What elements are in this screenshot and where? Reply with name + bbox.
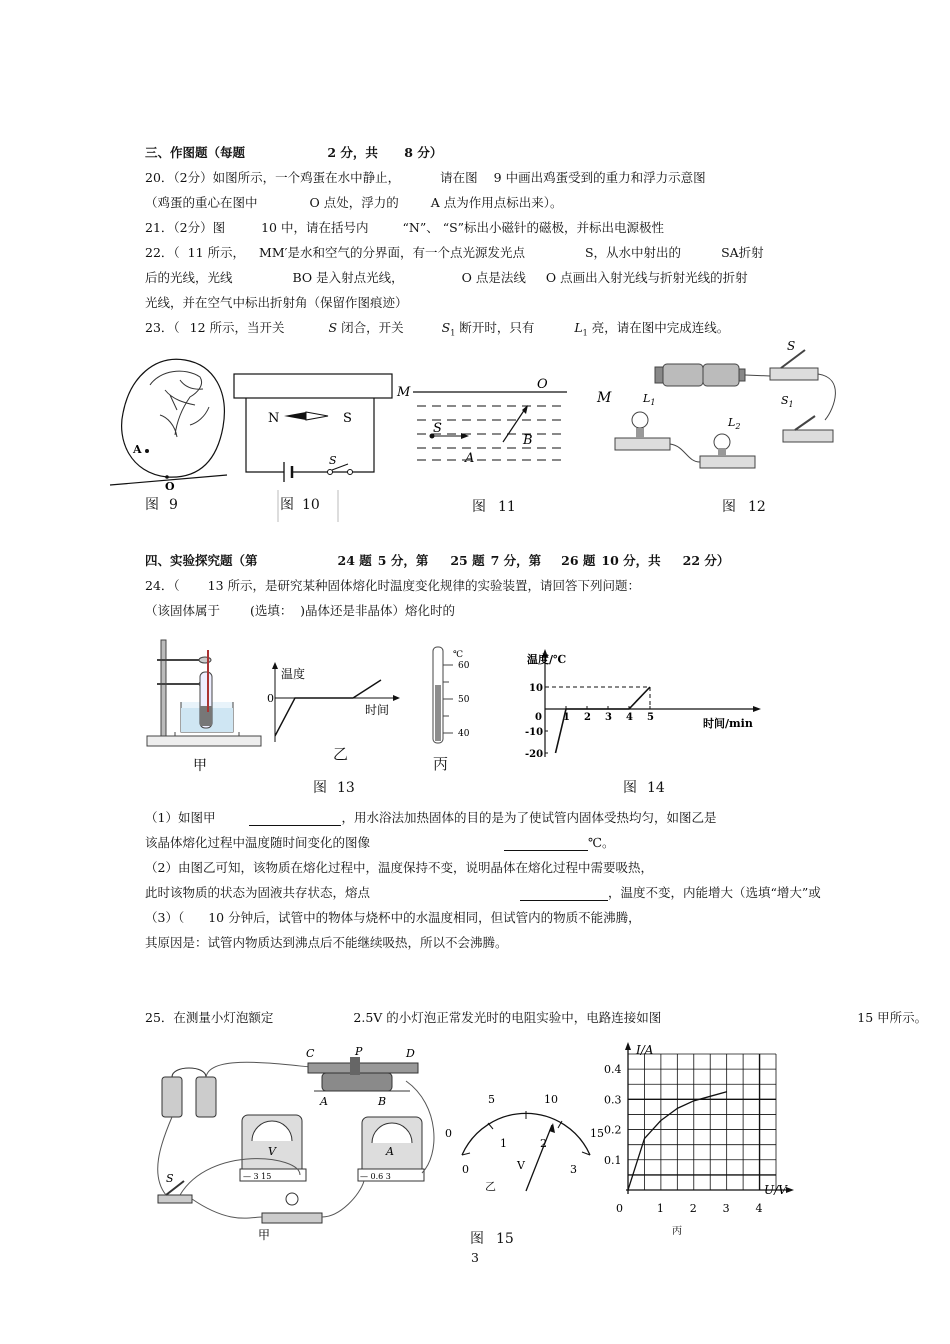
svg-text:S1: $S_1$ <box>781 394 794 409</box>
svg-text:L2: $L_2$ <box>728 416 741 431</box>
figure-11-caption: 图 11 <box>472 499 516 515</box>
question-24-part2-line1: （2）由图乙可知，该物质在熔化过程中，温度保持不变，说明晶体在熔化过程中需要吸热， <box>145 860 653 875</box>
fig15-label-p: P <box>355 1045 363 1058</box>
fig15-ylabel: I/A <box>636 1043 654 1057</box>
fig10-switch-label: S <box>329 454 337 467</box>
svg-text:10: 10 <box>544 1093 558 1106</box>
switch <box>158 1195 192 1203</box>
fig14-ytick-label: -20 <box>525 749 544 760</box>
fig15-label-c: C <box>306 1047 315 1060</box>
fig12-label-s1: S <box>781 394 789 407</box>
fig12-label-l2: L <box>728 416 736 429</box>
fig14-xtick-label: 4 <box>626 712 633 723</box>
fig12-label-m: M <box>597 390 612 406</box>
svg-text:3: 3 <box>570 1163 577 1176</box>
fig10-label-n: N <box>268 411 280 426</box>
svg-text:℃: ℃ <box>453 650 464 660</box>
answer-blank-3[interactable] <box>520 887 608 901</box>
fig12-label-l1: L <box>643 392 651 405</box>
answer-blank-2[interactable] <box>504 837 588 851</box>
question-21: 21．（2分）图 10 中，请在括号内 “N”、 “S”标出小磁针的磁极，并标出电源极性 <box>145 220 665 235</box>
svg-text:0: 0 <box>462 1163 469 1176</box>
svg-text:V: V <box>517 1159 525 1172</box>
lamp-l2 <box>700 456 755 468</box>
svg-text:— 3 15: — 3 15 <box>243 1172 272 1181</box>
svg-text:50: 50 <box>458 695 470 705</box>
question-22-line1: 22．（ 11 所示， MM′是水和空气的分界面，有一个点光源发光点 S，从水中射出的 SA折射 <box>145 245 764 260</box>
question-24-part2-line2: 此时该物质的状态为固液共存状态，熔点 ，温度不变，内能增大（选填“增大”或 <box>145 885 821 900</box>
bulb-holder <box>262 1213 322 1223</box>
switch-s1 <box>783 430 833 442</box>
fig14-xtick-label: 3 <box>605 712 612 723</box>
fig13-label-jia: 甲 <box>193 758 207 774</box>
fig9-label-a: A <box>133 443 142 456</box>
figure-12-circuit <box>595 338 845 478</box>
fig14-ylabel: 温度/℃ <box>527 653 567 666</box>
fig15-label-bing: 丙 <box>672 1226 682 1237</box>
fig15-xlabel: U/V <box>764 1183 787 1197</box>
svg-text:0: 0 <box>267 692 274 705</box>
question-24-part1-line1: （1）如图甲 ，用水浴法加热固体的目的是为了使试管内固体受热均匀，如图乙是 <box>145 810 717 825</box>
figure-13-thermometer <box>425 645 485 745</box>
fig14-xlabel: 时间/min <box>703 717 753 730</box>
question-24-part3-line1: （3）（ 10 分钟后，试管中的物体与烧杯中的水温度相同，但试管内的物质不能沸腾， <box>145 910 641 925</box>
figure-15-dial <box>440 1095 610 1195</box>
fig11-label-a: A <box>465 451 475 466</box>
section4-heading: 四、实验探究题（第 24 题 5 分，第 25 题 7 分，第 26 题 10 分，共 22 分） <box>145 553 730 568</box>
battery-1 <box>162 1077 182 1117</box>
svg-text:1: 1 <box>500 1137 507 1150</box>
question-22-line2: 后的光线，光线 BO 是入射点光线， O 点是法线 O 点画出入射光线与折射光线的折射 <box>145 270 748 285</box>
fig15-xtick-label: 3 <box>722 1202 730 1215</box>
svg-text:2: 2 <box>540 1137 547 1150</box>
figure-15-caption: 图 15 <box>470 1231 514 1247</box>
fig15-label-yi: 乙 <box>485 1180 496 1193</box>
figure-13-caption: 图 13 <box>313 780 355 796</box>
fig9-label-o: O <box>165 480 175 493</box>
figure-11-water-interface <box>395 372 575 467</box>
fig10-label-s: S <box>343 411 352 426</box>
figure-14-caption: 图 14 <box>623 780 665 796</box>
svg-text:— 0.6 3: — 0.6 3 <box>360 1172 391 1181</box>
figure-10-caption: 图 10 <box>280 497 320 513</box>
switch-s <box>770 368 818 380</box>
fig15-label-jia: 甲 <box>258 1228 271 1242</box>
fig15-label-b: B <box>378 1095 387 1108</box>
figure-9-caption: 图 9 <box>145 497 178 513</box>
fig15-label-a: A <box>320 1095 328 1108</box>
fig15-x-arrow <box>786 1187 794 1193</box>
fig15-xtick-label: 1 <box>656 1202 664 1215</box>
rheostat-coil <box>322 1073 392 1091</box>
fig13-label-bing: 丙 <box>433 755 449 773</box>
fig15-ytick-label: 0.2 <box>604 1123 622 1137</box>
fig15-switch-label: S <box>166 1172 174 1185</box>
fig15-ytick-label: 0.4 <box>604 1063 622 1077</box>
question-20-line1: 20．（2分）如图所示，一个鸡蛋在水中静止， 请在图 9 中画出鸡蛋受到的重力和浮力示意图 <box>145 170 706 185</box>
fig15-xtick-label: 2 <box>689 1202 697 1215</box>
page-number: 3 <box>471 1250 479 1265</box>
fig14-xtick-label: 1 <box>563 712 570 723</box>
question-20-line2: （鸡蛋的重心在图中 O 点处，浮力的 A 点为作用点标出来）。 <box>145 195 563 210</box>
battery-right <box>703 364 739 386</box>
question-24-part1-line2: 该晶体熔化过程中温度随时间变化的图像 ℃。 <box>145 835 615 850</box>
svg-text:60: 60 <box>458 661 470 671</box>
fig11-label-m: M <box>397 385 411 400</box>
fig11-label-o: O <box>537 377 548 392</box>
fig15-ytick-label: 0.3 <box>604 1093 622 1107</box>
fig15-ytick-label: 0.1 <box>604 1153 622 1167</box>
answer-blank-1[interactable] <box>249 812 341 826</box>
question-24-line1: 24．（ 13 所示，是研究某种固体熔化时温度变化规律的实验装置，请回答下列问题： <box>145 578 641 593</box>
figure-15-circuit <box>150 1045 440 1240</box>
question-24-part3-line2: 其原因是：试管内物质达到沸点后不能继续吸热，所以不会沸腾。 <box>145 935 508 950</box>
svg-text:15: 15 <box>590 1127 604 1140</box>
fig14-xtick-label: 0 <box>535 712 542 723</box>
fig15-xtick-label: 0 <box>616 1202 623 1215</box>
fig15-ammeter-label: A <box>386 1145 394 1158</box>
fig14-ytick-label: -10 <box>525 727 544 738</box>
fig13-temp-label: 温度 <box>281 667 306 681</box>
svg-text:0: 0 <box>445 1127 452 1140</box>
fig15-label-d: D <box>406 1047 415 1060</box>
figure-12-caption: 图 12 <box>722 499 766 515</box>
fig15-voltmeter-label: V <box>268 1145 276 1158</box>
fig13-label-yi: 乙 <box>333 745 349 763</box>
battery-left <box>663 364 703 386</box>
fig14-xtick-label: 5 <box>647 712 654 723</box>
fig14-ytick-label: 10 <box>529 683 543 694</box>
figure-14-chart <box>525 645 765 765</box>
fig12-label-s: S <box>787 339 796 353</box>
svg-text:L1: $L_1$ <box>643 392 656 407</box>
fig15-y-arrow <box>625 1042 631 1050</box>
fig11-label-b: B <box>523 433 533 448</box>
fig15-xtick-label: 4 <box>755 1202 763 1215</box>
question-25: 25．在测量小灯泡额定 2.5V 的小灯泡正常发光时的电阻实验中，电路连接如图 15 甲所示。 <box>145 1010 928 1025</box>
question-22-line3: 光线，并在空气中标出折射角（保留作图痕迹） <box>145 295 408 310</box>
section3-heading: 三、作图题（每题 2 分，共 8 分） <box>145 145 443 160</box>
svg-text:40: 40 <box>458 729 470 739</box>
question-24-line2: （该固体属于 (选填： )晶体还是非晶体）熔化时的 <box>145 603 456 618</box>
figure-9-egg <box>105 345 235 495</box>
rheostat-rod <box>308 1063 418 1073</box>
figure-13-apparatus <box>145 632 265 777</box>
battery-2 <box>196 1077 216 1117</box>
question-23: 23．（ 12 所示，当开关 S 闭合，开关 $S_1$ 断开时，只有 $L_1$ 亮，请在图中完成连线。 <box>145 320 730 338</box>
figure-15-iu-chart <box>598 1038 798 1238</box>
fig11-label-s: S <box>433 421 442 436</box>
lamp-l1 <box>615 438 670 450</box>
fig14-xtick-label: 2 <box>584 712 591 723</box>
svg-text:5: 5 <box>488 1093 495 1106</box>
fig13-time-label: 时间 <box>365 703 390 717</box>
